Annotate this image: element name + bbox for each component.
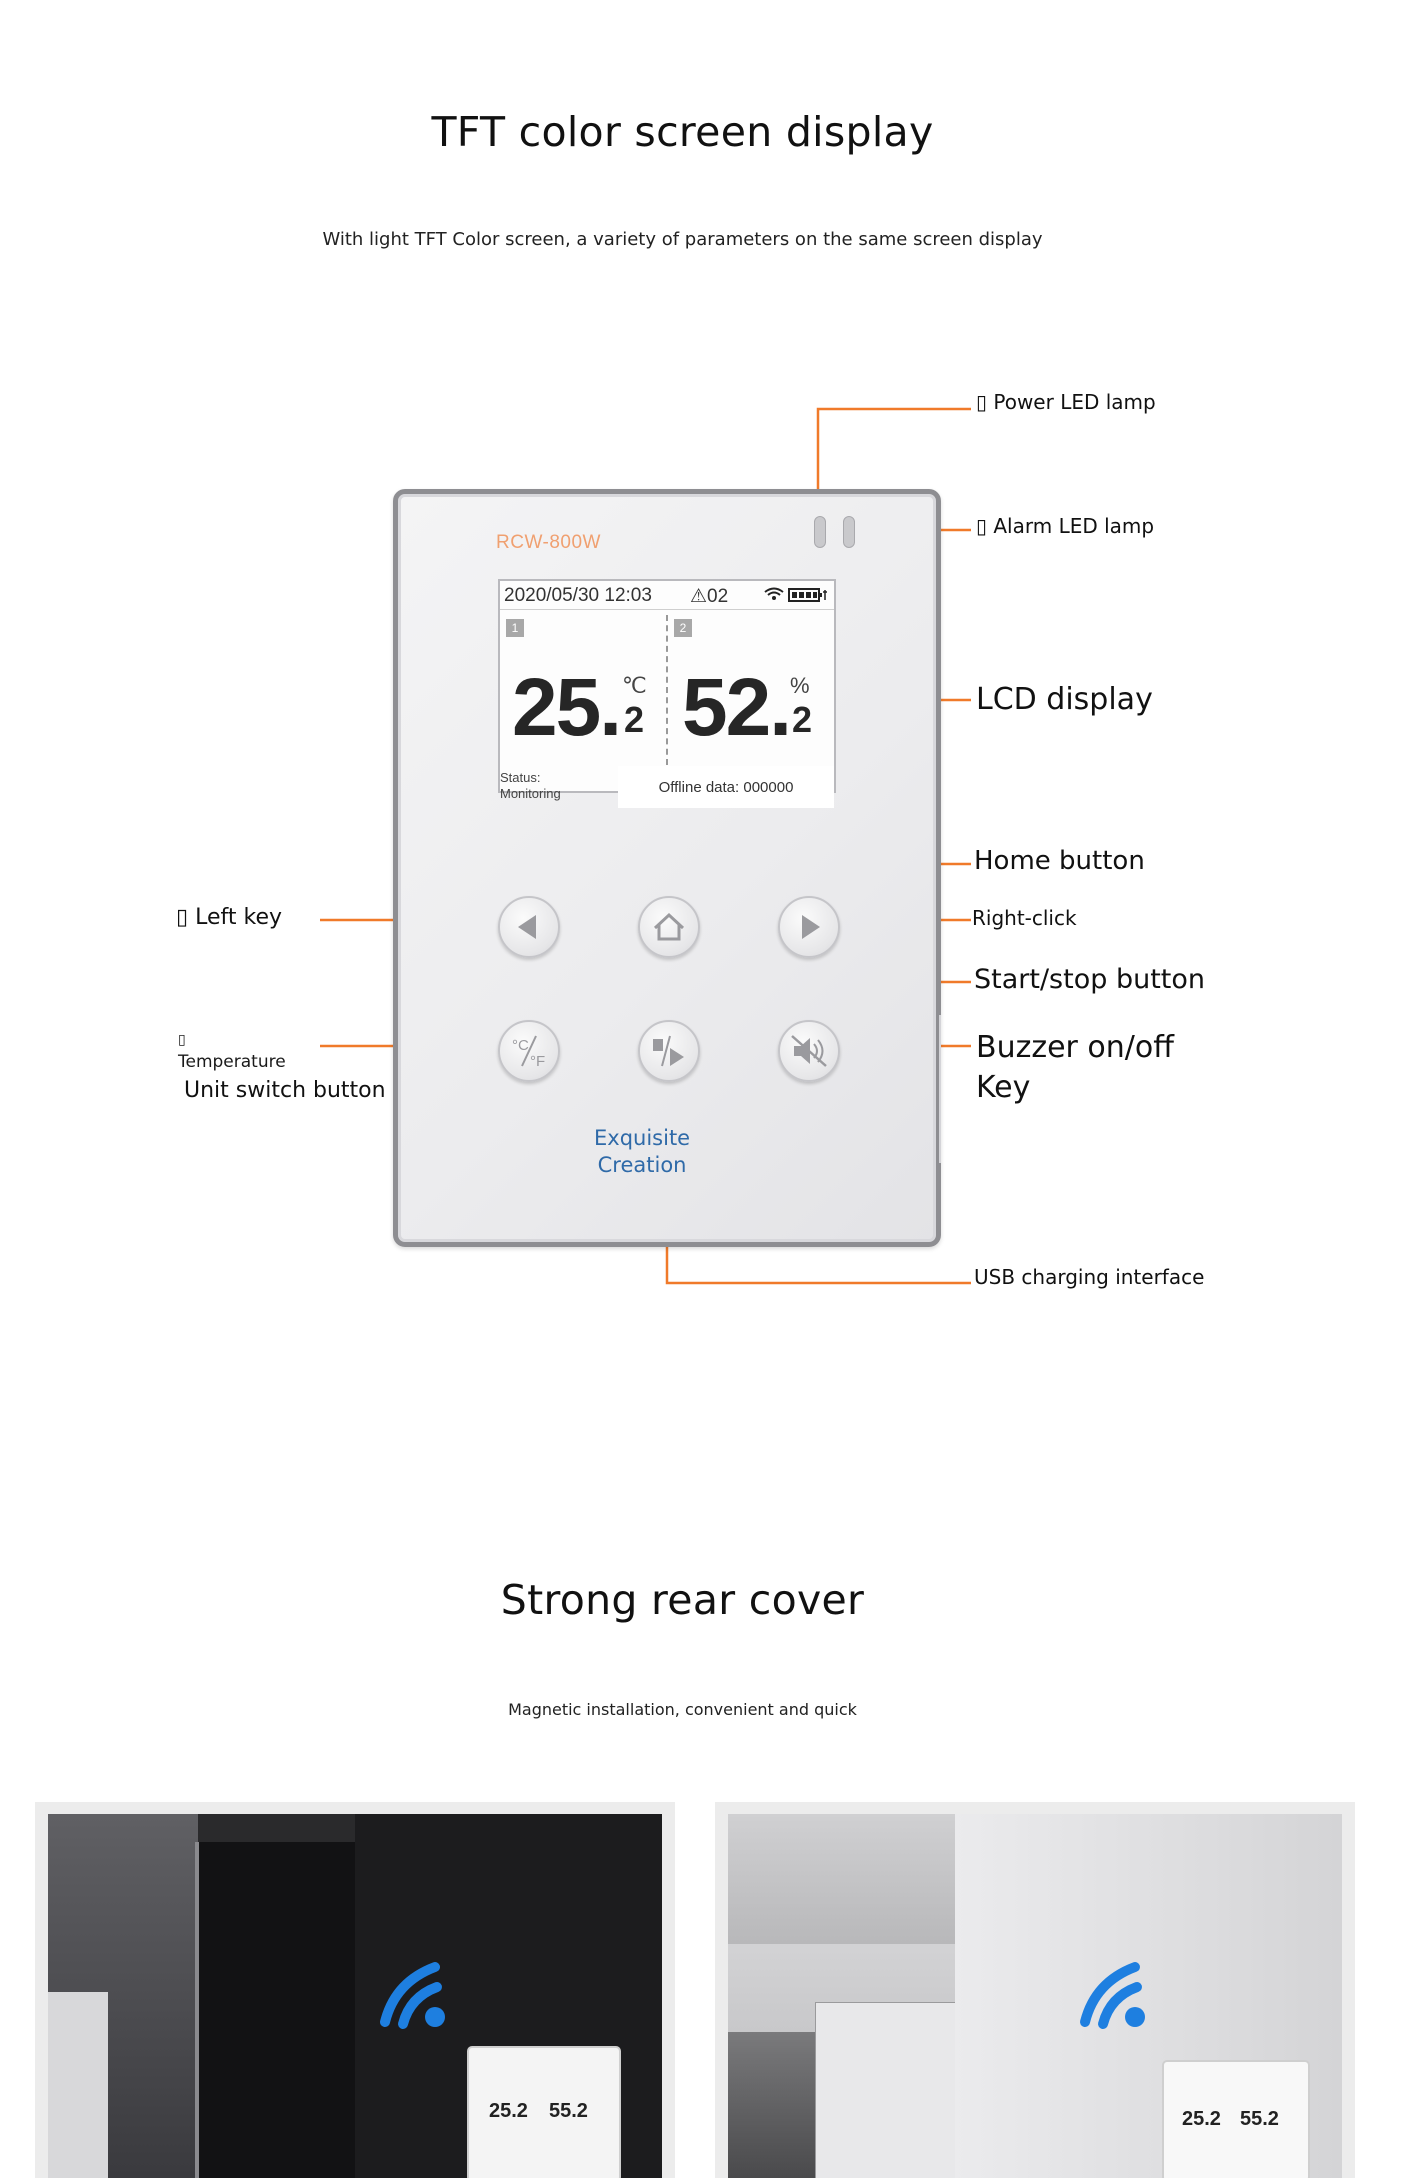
usb-label: USB charging interface <box>974 1265 1205 1289</box>
temperature-integer: 25. <box>512 662 620 753</box>
lcd-display <box>498 579 836 801</box>
left-key-label: ▯ Left key <box>176 905 282 930</box>
factory-ceiling <box>728 1814 988 1944</box>
temperature-decimal: 2 <box>624 699 645 740</box>
left-key-button[interactable] <box>498 896 560 958</box>
alarm-led-lamp <box>843 516 855 548</box>
celsius-fahrenheit-icon <box>500 1022 558 1080</box>
mini-device <box>1162 2060 1310 2178</box>
mini-reading-hum: 55.2 <box>549 2100 588 2122</box>
humidity-integer: 52. <box>682 662 790 753</box>
start-stop-button[interactable] <box>638 1020 700 1082</box>
channel-2-badge: 2 <box>674 619 692 637</box>
alarm-led-label: ▯ Alarm LED lamp <box>976 514 1155 538</box>
buzzer-toggle-button[interactable] <box>778 1020 840 1082</box>
humidity-reading <box>682 662 790 753</box>
start-stop-icon <box>640 1022 698 1080</box>
photo-cabinet-install <box>35 1802 675 2178</box>
cabinet-rack <box>48 1992 108 2178</box>
humidity-unit <box>790 673 810 699</box>
mini-device <box>467 2046 621 2178</box>
svg-text:°F: °F <box>530 1053 546 1070</box>
section-subtitle-rear-cover: Magnetic installation, convenient and quick <box>508 1700 857 1719</box>
celsius-unit: ℃ <box>622 673 647 698</box>
home-button[interactable] <box>638 896 700 958</box>
right-click-label: Right-click <box>972 906 1077 930</box>
humidity-decimal: 2 <box>792 699 813 740</box>
device-model: RCW-800W <box>496 532 601 553</box>
home-icon <box>640 898 698 956</box>
lcd-status: Status: Monitoring <box>500 770 561 801</box>
temperature-unit <box>622 673 647 699</box>
photo-factory-install <box>715 1802 1355 2178</box>
power-led-lamp <box>814 516 826 548</box>
channel-1-badge: 1 <box>506 619 524 637</box>
right-arrow-icon <box>780 898 838 956</box>
wifi-battery-icon <box>762 584 832 606</box>
section-subtitle-display: With light TFT Color screen, a variety of parameters on the same screen display <box>322 229 1043 250</box>
device-front-panel <box>393 489 941 1247</box>
lcd-footer <box>500 766 834 818</box>
start-stop-label: Start/stop button <box>974 964 1206 995</box>
lcd-signal-battery-icons <box>762 584 832 610</box>
section-title-rear-cover: Strong rear cover <box>500 1576 865 1624</box>
mini-reading-hum: 55.2 <box>1240 2108 1279 2130</box>
lcd-alarm-count: ⚠02 <box>690 586 729 607</box>
power-led-label: ▯ Power LED lamp <box>976 390 1156 414</box>
side-edge <box>939 1015 941 1163</box>
temperature-label: Temperature <box>178 1052 286 1072</box>
cabinet-glass <box>195 1842 359 2178</box>
chamber-unit <box>815 2002 957 2178</box>
left-arrow-icon <box>500 898 558 956</box>
wifi-icon <box>1055 1942 1175 2052</box>
mini-reading-temp: 25.2 <box>1182 2108 1221 2130</box>
lcd-date: 2020/05/30 12:03 <box>504 585 652 606</box>
svg-text:°C: °C <box>512 1037 529 1054</box>
lcd-status-bar <box>500 581 834 610</box>
temperature-reading <box>512 662 620 753</box>
percent-unit: % <box>790 673 810 698</box>
lcd-display-label: LCD display <box>976 682 1153 717</box>
wifi-icon <box>355 1942 475 2052</box>
brand-slogan: Exquisite Creation <box>594 1126 691 1177</box>
buzzer-label: Buzzer on/off Key <box>976 1030 1174 1105</box>
home-button-label: Home button <box>974 846 1145 876</box>
section-title-display: TFT color screen display <box>431 108 934 156</box>
mini-reading-temp: 25.2 <box>489 2100 528 2122</box>
unit-switch-button[interactable] <box>498 1020 560 1082</box>
temperature-mark: ▯ <box>178 1032 186 1048</box>
unit-switch-label: Unit switch button <box>184 1078 386 1103</box>
right-click-button[interactable] <box>778 896 840 958</box>
lcd-divider <box>666 615 668 765</box>
lcd-offline-data: Offline data: 000000 <box>618 766 834 808</box>
speaker-mute-icon <box>780 1022 838 1080</box>
